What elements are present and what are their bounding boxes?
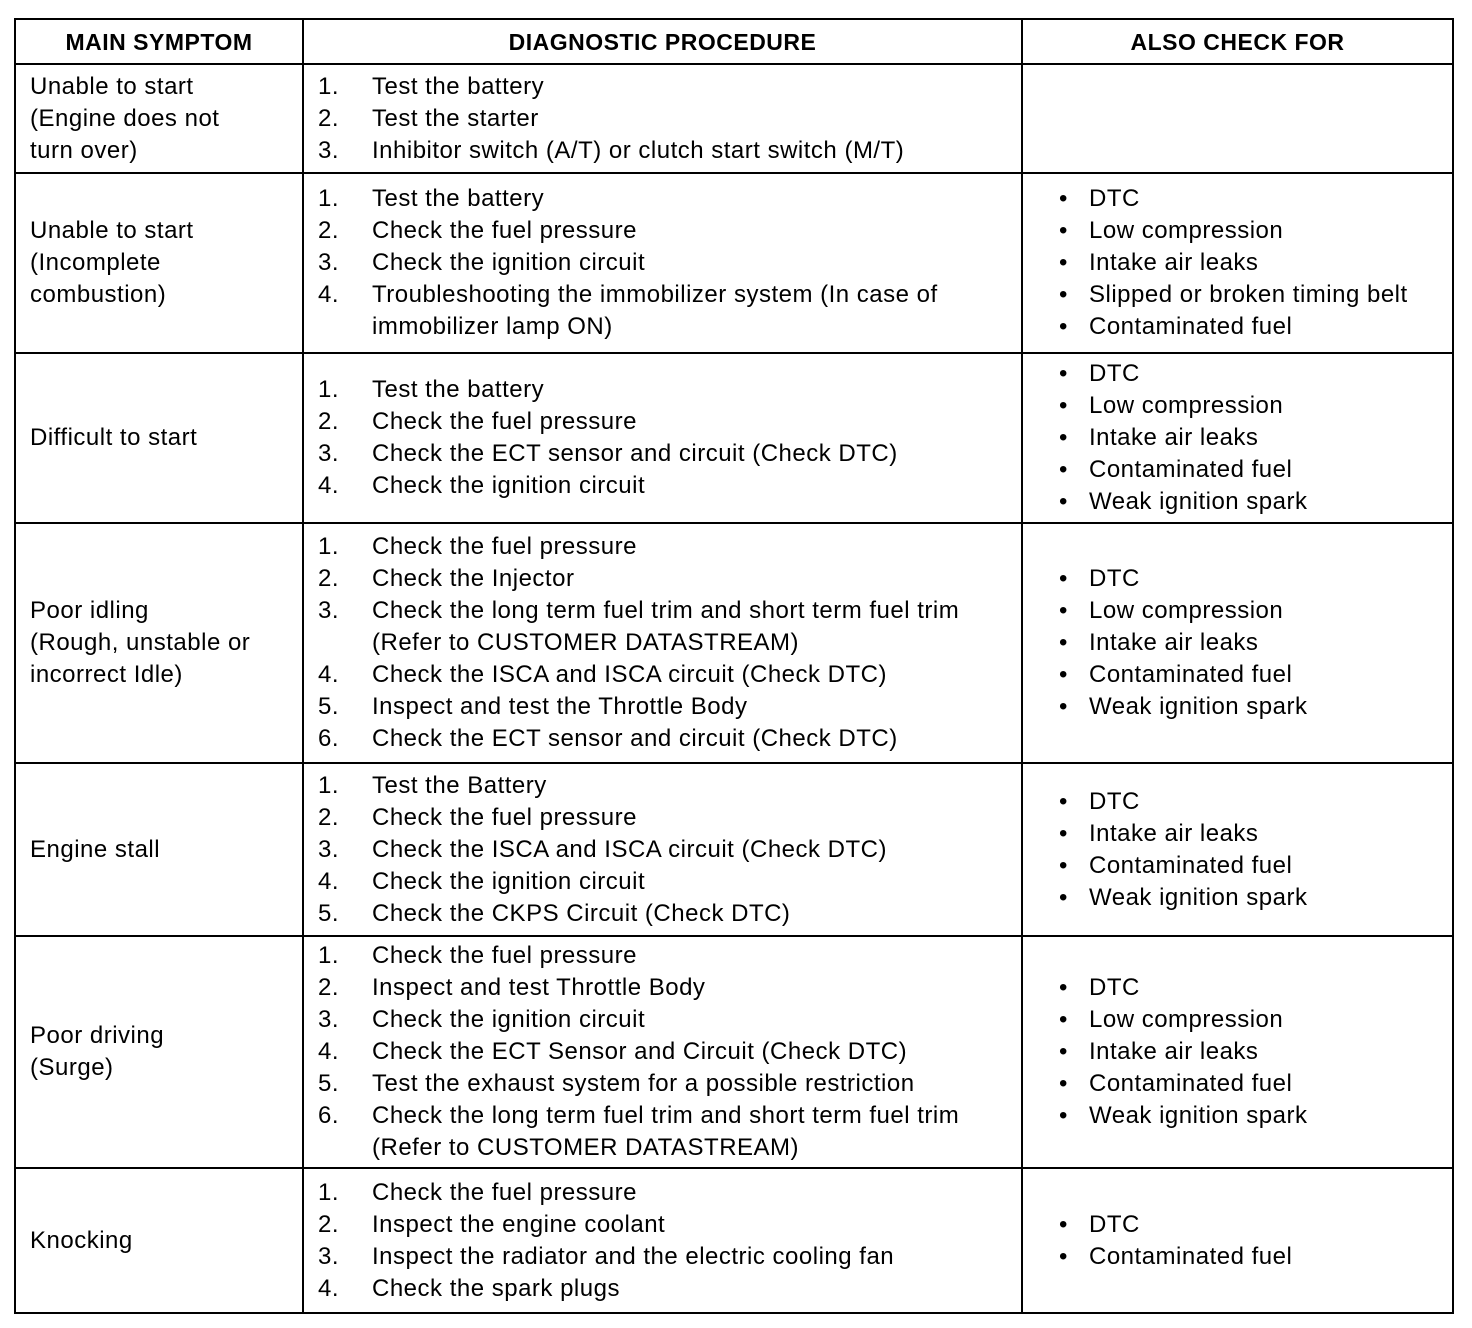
step-number: 1.: [318, 533, 340, 560]
symptom-line: combustion): [30, 281, 167, 308]
bullet-icon: •: [1059, 693, 1068, 720]
step-text: Test the battery: [372, 376, 545, 403]
procedure-cell: [303, 64, 1022, 173]
bullet-icon: •: [1059, 1242, 1068, 1270]
also-check-item: [1059, 247, 1452, 279]
procedure-step: [318, 1177, 1001, 1209]
step-number: 4.: [318, 661, 340, 688]
also-check-text: Low compression: [1089, 597, 1284, 624]
step-text: Check the fuel pressure: [372, 803, 637, 831]
bullet-icon: •: [1059, 1102, 1068, 1129]
bullet-icon: •: [1059, 661, 1068, 688]
step-text: Test the Battery: [372, 771, 547, 799]
step-text: Test the battery: [372, 185, 545, 212]
also-check-item: [1059, 311, 1452, 343]
procedure-step: [318, 531, 1001, 563]
procedure-step: [318, 183, 1001, 215]
also-check-item: [1059, 454, 1452, 486]
symptom-line: (Incomplete: [30, 249, 161, 276]
step-number: 6.: [318, 1102, 340, 1129]
also-check-text: Low compression: [1089, 392, 1284, 419]
table-row: [15, 353, 1453, 523]
step-number: 6.: [318, 725, 340, 752]
procedure-step: [318, 1209, 1001, 1241]
also-check-cell: [1022, 936, 1453, 1168]
step-text: Test the exhaust system for a possible restriction: [372, 1070, 915, 1097]
step-number: 2.: [318, 803, 340, 831]
step-number: 5.: [318, 1070, 340, 1097]
symptom-cell: [15, 173, 303, 353]
header-main-symptom: MAIN SYMPTOM: [15, 19, 303, 64]
symptom-line: turn over): [30, 136, 138, 164]
also-check-item: [1059, 595, 1452, 627]
step-text: Inspect the radiator and the electric cooling fan: [372, 1242, 895, 1270]
step-number: 4.: [318, 1274, 340, 1302]
also-check-item: [1059, 627, 1452, 659]
also-check-text: DTC: [1089, 185, 1140, 212]
bullet-icon: •: [1059, 281, 1068, 308]
symptom-line: Poor driving: [30, 1022, 165, 1049]
step-number: 3.: [318, 440, 340, 467]
header-diagnostic-procedure: DIAGNOSTIC PROCEDURE: [303, 19, 1022, 64]
step-text: Inhibitor switch (A/T) or clutch start switch (M/T): [372, 136, 905, 164]
step-number: 4.: [318, 1038, 340, 1065]
bullet-icon: •: [1059, 629, 1068, 656]
procedure-step: [318, 374, 1001, 406]
procedure-step: [318, 595, 1001, 659]
step-number: 2.: [318, 104, 340, 132]
also-check-item: [1059, 390, 1452, 422]
step-number: 2.: [318, 565, 340, 592]
procedure-step: [318, 103, 1001, 135]
step-number: 2.: [318, 1210, 340, 1238]
procedure-step: [318, 1241, 1001, 1273]
step-number: 1.: [318, 771, 340, 799]
procedure-cell: [303, 523, 1022, 763]
step-number: 1.: [318, 942, 340, 969]
symptom-line: (Engine does not: [30, 104, 220, 132]
also-check-text: Low compression: [1089, 217, 1284, 244]
procedure-step: [318, 659, 1001, 691]
bullet-icon: •: [1059, 883, 1068, 911]
bullet-icon: •: [1059, 851, 1068, 879]
step-text: Check the ignition circuit: [372, 472, 646, 499]
step-text: Check the ISCA and ISCA circuit (Check DTC): [372, 661, 887, 688]
symptom-cell: [15, 936, 303, 1168]
also-check-text: DTC: [1089, 974, 1140, 1001]
step-number: 1.: [318, 72, 340, 100]
bullet-icon: •: [1059, 974, 1068, 1001]
also-check-text: Weak ignition spark: [1089, 883, 1308, 911]
symptom-line: Unable to start: [30, 72, 194, 100]
step-text: Check the long term fuel trim and short term fuel trim (Refer to CUSTOMER DATASTREAM): [372, 597, 960, 656]
step-text: Troubleshooting the immobilizer system (In case of immobilizer lamp ON): [372, 281, 938, 340]
step-number: 3.: [318, 1242, 340, 1270]
symptom-line: (Rough, unstable or: [30, 629, 251, 656]
procedure-step: [318, 802, 1001, 834]
procedure-step: [318, 247, 1001, 279]
bullet-icon: •: [1059, 1070, 1068, 1097]
step-text: Check the ignition circuit: [372, 1006, 646, 1033]
step-number: 3.: [318, 835, 340, 863]
bullet-icon: •: [1059, 787, 1068, 815]
diagnostic-table: [14, 18, 1454, 1314]
also-check-item: [1059, 183, 1452, 215]
procedure-step: [318, 406, 1001, 438]
also-check-text: Contaminated fuel: [1089, 851, 1293, 879]
step-text: Check the spark plugs: [372, 1274, 620, 1302]
also-check-text: Intake air leaks: [1089, 424, 1259, 451]
bullet-icon: •: [1059, 819, 1068, 847]
also-check-item: [1059, 1068, 1452, 1100]
bullet-icon: •: [1059, 185, 1068, 212]
procedure-step: [318, 723, 1001, 755]
procedure-step: [318, 834, 1001, 866]
step-number: 3.: [318, 249, 340, 276]
symptom-line: Unable to start: [30, 217, 194, 244]
step-number: 1.: [318, 376, 340, 403]
also-check-item: [1059, 818, 1452, 850]
also-check-text: DTC: [1089, 565, 1140, 592]
step-number: 1.: [318, 185, 340, 212]
bullet-icon: •: [1059, 217, 1068, 244]
table-row: [15, 1168, 1453, 1313]
also-check-item: [1059, 659, 1452, 691]
symptom-line: Difficult to start: [30, 424, 198, 451]
procedure-step: [318, 563, 1001, 595]
procedure-cell: [303, 763, 1022, 936]
also-check-text: DTC: [1089, 1210, 1140, 1238]
step-text: Check the ignition circuit: [372, 249, 646, 276]
procedure-step: [318, 1100, 1001, 1164]
procedure-step: [318, 1273, 1001, 1305]
also-check-text: Slipped or broken timing belt: [1089, 281, 1408, 308]
bullet-icon: •: [1059, 488, 1068, 515]
also-check-text: Weak ignition spark: [1089, 693, 1308, 720]
also-check-text: Intake air leaks: [1089, 1038, 1259, 1065]
also-check-item: [1059, 786, 1452, 818]
header-also-check-for: ALSO CHECK FOR: [1022, 19, 1453, 64]
step-text: Check the ECT Sensor and Circuit (Check DTC): [372, 1038, 908, 1065]
symptom-cell: [15, 64, 303, 173]
bullet-icon: •: [1059, 1210, 1068, 1238]
bullet-icon: •: [1059, 597, 1068, 624]
step-text: Inspect and test Throttle Body: [372, 974, 706, 1001]
procedure-step: [318, 866, 1001, 898]
table-row: [15, 763, 1453, 936]
procedure-cell: [303, 173, 1022, 353]
also-check-cell: [1022, 523, 1453, 763]
step-text: Check the ignition circuit: [372, 867, 646, 895]
procedure-step: [318, 438, 1001, 470]
bullet-icon: •: [1059, 313, 1068, 340]
step-text: Check the fuel pressure: [372, 533, 637, 560]
procedure-step: [318, 1068, 1001, 1100]
also-check-text: Intake air leaks: [1089, 819, 1259, 847]
also-check-item: [1059, 486, 1452, 518]
table-row: [15, 936, 1453, 1168]
bullet-icon: •: [1059, 424, 1068, 451]
step-text: Inspect and test the Throttle Body: [372, 693, 748, 720]
table-row: [15, 523, 1453, 763]
symptom-cell: [15, 523, 303, 763]
also-check-text: Contaminated fuel: [1089, 1070, 1293, 1097]
procedure-cell: [303, 936, 1022, 1168]
symptom-line: Poor idling: [30, 597, 149, 624]
procedure-step: [318, 71, 1001, 103]
step-number: 4.: [318, 867, 340, 895]
also-check-text: Intake air leaks: [1089, 629, 1259, 656]
bullet-icon: •: [1059, 392, 1068, 419]
also-check-item: [1059, 691, 1452, 723]
symptom-line: Engine stall: [30, 835, 161, 863]
also-check-text: Contaminated fuel: [1089, 313, 1293, 340]
also-check-text: Intake air leaks: [1089, 249, 1259, 276]
also-check-text: Contaminated fuel: [1089, 456, 1293, 483]
step-number: 2.: [318, 408, 340, 435]
also-check-item: [1059, 358, 1452, 390]
procedure-step: [318, 972, 1001, 1004]
table-row: [15, 64, 1453, 173]
step-text: Check the ECT sensor and circuit (Check DTC): [372, 440, 898, 467]
also-check-item: [1059, 1100, 1452, 1132]
step-text: Test the starter: [372, 104, 539, 132]
step-number: 2.: [318, 974, 340, 1001]
step-text: Check the fuel pressure: [372, 408, 637, 435]
symptom-line: incorrect Idle): [30, 661, 183, 688]
bullet-icon: •: [1059, 360, 1068, 387]
procedure-step: [318, 1036, 1001, 1068]
procedure-step: [318, 691, 1001, 723]
symptom-line: Knocking: [30, 1226, 133, 1254]
also-check-text: Low compression: [1089, 1006, 1284, 1033]
step-text: Check the long term fuel trim and short term fuel trim (Refer to CUSTOMER DATASTREAM): [372, 1102, 960, 1161]
also-check-item: [1059, 972, 1452, 1004]
step-number: 3.: [318, 597, 340, 624]
also-check-cell: [1022, 64, 1453, 173]
also-check-item: [1059, 1241, 1452, 1273]
step-text: Check the CKPS Circuit (Check DTC): [372, 899, 791, 927]
header-row: [15, 19, 1453, 64]
step-number: 3.: [318, 1006, 340, 1033]
step-text: Check the Injector: [372, 565, 575, 592]
step-number: 4.: [318, 472, 340, 499]
also-check-text: Contaminated fuel: [1089, 1242, 1293, 1270]
table-row: [15, 173, 1453, 353]
bullet-icon: •: [1059, 1038, 1068, 1065]
procedure-step: [318, 135, 1001, 167]
procedure-step: [318, 215, 1001, 247]
also-check-item: [1059, 850, 1452, 882]
also-check-item: [1059, 882, 1452, 914]
also-check-text: Contaminated fuel: [1089, 661, 1293, 688]
step-number: 5.: [318, 899, 340, 927]
procedure-step: [318, 1004, 1001, 1036]
also-check-item: [1059, 563, 1452, 595]
also-check-cell: [1022, 1168, 1453, 1313]
step-text: Test the battery: [372, 72, 545, 100]
symptom-cell: [15, 353, 303, 523]
bullet-icon: •: [1059, 1006, 1068, 1033]
also-check-cell: [1022, 353, 1453, 523]
step-text: Check the fuel pressure: [372, 1178, 637, 1206]
procedure-step: [318, 470, 1001, 502]
also-check-item: [1059, 1036, 1452, 1068]
step-text: Check the fuel pressure: [372, 217, 637, 244]
procedure-cell: [303, 1168, 1022, 1313]
also-check-text: Weak ignition spark: [1089, 1102, 1308, 1129]
also-check-cell: [1022, 173, 1453, 353]
bullet-icon: •: [1059, 565, 1068, 592]
bullet-icon: •: [1059, 249, 1068, 276]
step-number: 2.: [318, 217, 340, 244]
step-text: Check the ECT sensor and circuit (Check DTC): [372, 725, 898, 752]
also-check-text: DTC: [1089, 787, 1140, 815]
step-number: 4.: [318, 281, 340, 308]
also-check-item: [1059, 279, 1452, 311]
step-number: 3.: [318, 136, 340, 164]
also-check-item: [1059, 422, 1452, 454]
symptom-cell: [15, 763, 303, 936]
symptom-cell: [15, 1168, 303, 1313]
step-text: Check the fuel pressure: [372, 942, 637, 969]
also-check-text: Weak ignition spark: [1089, 488, 1308, 515]
also-check-item: [1059, 215, 1452, 247]
also-check-item: [1059, 1209, 1452, 1241]
also-check-item: [1059, 1004, 1452, 1036]
symptom-line: (Surge): [30, 1054, 114, 1081]
procedure-step: [318, 898, 1001, 930]
procedure-step: [318, 279, 1001, 343]
procedure-step: [318, 770, 1001, 802]
also-check-cell: [1022, 763, 1453, 936]
procedure-step: [318, 940, 1001, 972]
step-number: 1.: [318, 1178, 340, 1206]
also-check-text: DTC: [1089, 360, 1140, 387]
step-text: Check the ISCA and ISCA circuit (Check DTC): [372, 835, 887, 863]
procedure-cell: [303, 353, 1022, 523]
step-number: 5.: [318, 693, 340, 720]
bullet-icon: •: [1059, 456, 1068, 483]
step-text: Inspect the engine coolant: [372, 1210, 666, 1238]
